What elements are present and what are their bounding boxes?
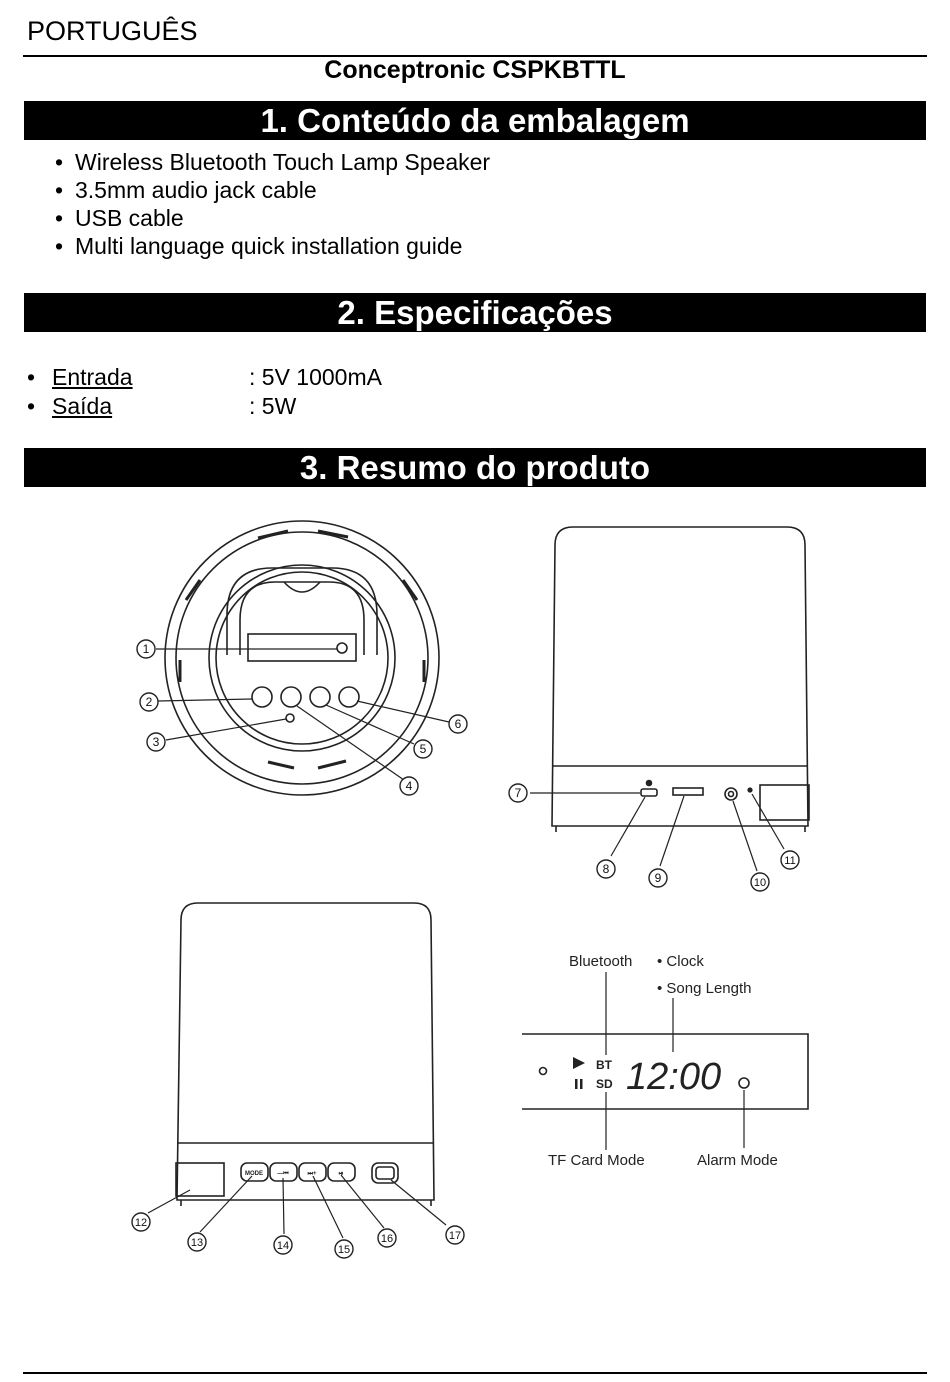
section-1-title: 1. Conteúdo da embalagem	[24, 101, 926, 140]
next-button-label: ⏭+	[307, 1171, 317, 1177]
section-2-title: 2. Especificações	[24, 293, 926, 332]
lcd-sd: SD	[596, 1077, 613, 1091]
callout-15: 15	[337, 1244, 351, 1256]
callout-16: 16	[380, 1233, 394, 1245]
label-clock: • Clock	[657, 953, 704, 970]
spec-label: Saída	[52, 393, 113, 419]
spec-row-output: • Saída : 5W	[27, 393, 297, 419]
label-alarm-mode: Alarm Mode	[697, 1152, 778, 1169]
back-view-illustration	[552, 527, 809, 832]
callout-10: 10	[753, 877, 767, 889]
list-item: • Wireless Bluetooth Touch Lamp Speaker	[55, 148, 490, 176]
callout-12: 12	[134, 1217, 148, 1229]
spec-value: : 5W	[249, 393, 297, 419]
lcd-bt: BT	[596, 1058, 612, 1072]
callout-13: 13	[190, 1237, 204, 1249]
callout-14: 14	[276, 1240, 290, 1252]
callout-6: 6	[454, 717, 462, 731]
spec-row-input: • Entrada : 5V 1000mA	[27, 364, 382, 390]
list-item: • USB cable	[55, 204, 490, 232]
prev-button-label: —⏮	[277, 1171, 289, 1177]
callout-2: 2	[145, 695, 153, 709]
mode-button-label: MODE	[245, 1171, 263, 1177]
callout-11: 11	[784, 855, 796, 867]
list-item: • Multi language quick installation guide	[55, 232, 490, 260]
label-bluetooth: Bluetooth	[569, 953, 633, 970]
language-heading: PORTUGUÊS	[27, 16, 198, 46]
callout-4: 4	[405, 779, 413, 793]
callout-8: 8	[602, 862, 610, 876]
label-song-length: • Song Length	[657, 980, 752, 997]
list-item: • 3.5mm audio jack cable	[55, 176, 490, 204]
front-view-illustration	[176, 903, 434, 1206]
lcd-time: 12:00	[626, 1056, 722, 1098]
callout-7: 7	[514, 786, 522, 800]
callout-9: 9	[654, 871, 662, 885]
callout-17: 17	[448, 1230, 462, 1242]
spec-label: Entrada	[52, 364, 133, 390]
callout-3: 3	[152, 735, 160, 749]
callout-1: 1	[142, 642, 150, 656]
section-3-title: 3. Resumo do produto	[24, 448, 926, 487]
spec-value: : 5V 1000mA	[249, 364, 382, 390]
product-title: Conceptronic CSPKBTTL	[324, 56, 626, 84]
footer-rule	[23, 1372, 927, 1374]
play-button-label: ⏯	[338, 1171, 344, 1177]
label-tf-card-mode: TF Card Mode	[548, 1152, 645, 1169]
callout-5: 5	[419, 742, 427, 756]
top-view-illustration	[165, 521, 439, 795]
